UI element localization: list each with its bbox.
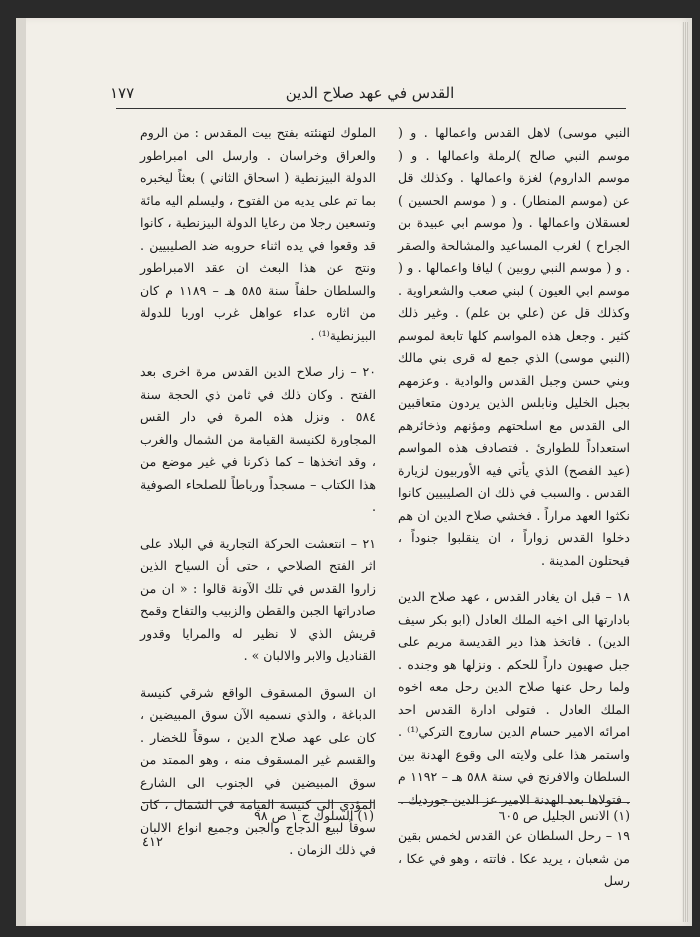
footnote-right: (١) الانس الجليل ص ٦٠٥: [498, 808, 630, 823]
paragraph: ٢١ – انتعشت الحركة التجارية في البلاد على اثر الفتح الصلاحي ، حتى أن السياح الذين زاروا القدس في تلك الآونة قالوا : « ان من صادراتها الجبن والقطن والزبيب والتفاح وقمح قريش الذي لا نظير له والمرايا وقدور القناديل والابر والالبان » .: [140, 535, 376, 663]
page-number: ١٧٧: [110, 84, 135, 102]
paragraph: ان السوق المسقوف الواقع شرقي كنيسة الدباغة ، والذي نسميه الآن سوق المبيضين ، كان على عهد صلاح الدين ، سوقاً للخضار . والقسم غير المسقوف منه ، وهو الممتد من سوق المبيضين في الجنوب الى الشارع المؤدي الى كنيسة القيامة في الشمال ، كان سوقاً لبيع الدجاج والجبن وجميع انواع الالبان في ذلك الزمان .: [140, 684, 376, 857]
paragraph: ١٩ – رحل السلطان عن القدس لخمس بقين من شعبان ، يريد عكا . فاتته ، وهو في عكا ، رسل: [398, 828, 630, 888]
right-column: [398, 122, 630, 907]
paragraph: ١٨ – قبل ان يغادر القدس ، عهد صلاح الدين بادارتها الى اخيه الملك العادل (ابو بكر سيف الدين) . فاتخذ هذا دير القديسة مريم على جبل صهيون داراً للحكم . ونزلها هو وجنده . ولما رحل عنها صلاح الدين رحل معه اخوه الملك العادل . فتولى ادارة القدس احد امرائه الامير حسام الدين ساروج التركي⁽¹⁾ . واستمر هذا على ولايته الى وقوع الهدنة بين السلطان والافرنج في سنة ٥٨٨ هـ – ١١٩٢ م . فتولاها بعد الهدنة الامير عز الدين جورديك .: [398, 589, 631, 807]
left-column: [140, 122, 376, 876]
footnote-left: (١) السلوك ج ١ ص ٩٨: [254, 808, 374, 823]
paragraph: النبي موسى) لاهل القدس واعمالها . و ( موسم النبي صالح )لرملة واعمالها . و ( موسم الداروم) لغزة واعمالها . وكذلك قل عن (موسم المنطار) . و ( موسم الحسين ) لعسقلان واعمالها . و( موسم ابي عبيدة بن الجراح ) لغرب المساعيد والمشالحة والصقر . و ( موسم النبي روبين ) ليافا واعمالها . و ( موسم ابي العيون ) لبني صعب والشعراوية . وكذلك قل عن (علي بن علم) . وغير ذلك كثير . وجعل هذه المواسم كلها تابعة لموسم (النبي موسى) الذي جمع له قرى بني مالك وبني حسن وجبل القدس والوادية . وعزمهم بجبل الخليل ونابلس الذين يردون متعاقبين الى القدس مع اسلحتهم ومؤنهم وذخائرهم استعداداً للطوارئ . فتصادف هذه المواسم (عيد الفصح) الذي يأتي فيه الأوربيون لزيارة القدس . والسبب في ذلك ان الصليبيين كانوا نكثوا العهد مراراً . فخشي صلاح الدين ان هم دخلوا القدس زواراً ، ان ينقلبوا جنوداً ، فيحتلون المدينة .: [398, 125, 630, 568]
footnote-separator-left: [142, 802, 374, 803]
running-header: [110, 82, 630, 108]
page-edge: [682, 22, 688, 922]
footnote-separator-right: [398, 802, 630, 803]
paragraph: الملوك لتهنئته بفتح بيت المقدس : من الروم والعراق وخراسان . وارسل الى امبراطور الدولة البيزنطية ( اسحاق الثاني ) بعثاً ليخبره بما تم على يديه من الفتوح ، وليسلم اليه مائة وتسعين رجلا من رعايا الدولة البيزنطية ، كانوا قد وقعوا في يده اثناء حروبه ضد الصليبيين . ونتج عن هذا البعث ان عقد الامبراطور والسلطان حلفاً سنة ٥٨٥ هـ – ١١٨٩ م كان من اثاره عداء عواهل غرب اوربا للدولة البيزنطية⁽¹⁾ .: [140, 125, 377, 343]
header-rule: [116, 108, 626, 109]
header-title: القدس في عهد صلاح الدين: [285, 84, 455, 102]
paragraph: ٢٠ – زار صلاح الدين القدس مرة اخرى بعد الفتح . وكان ذلك في ثامن ذي الحجة سنة ٥٨٤ . ونزل هذه المرة في دار القس المجاورة لكنيسة القيامة من الشمال والغرب ، وقد اتخذها – كما ذكرنا في غير موضع من هذا الكتاب – مسجداً ورباطاً للصلحاء الصوفية .: [140, 364, 376, 514]
signature-mark: ٤١٢: [142, 835, 163, 850]
